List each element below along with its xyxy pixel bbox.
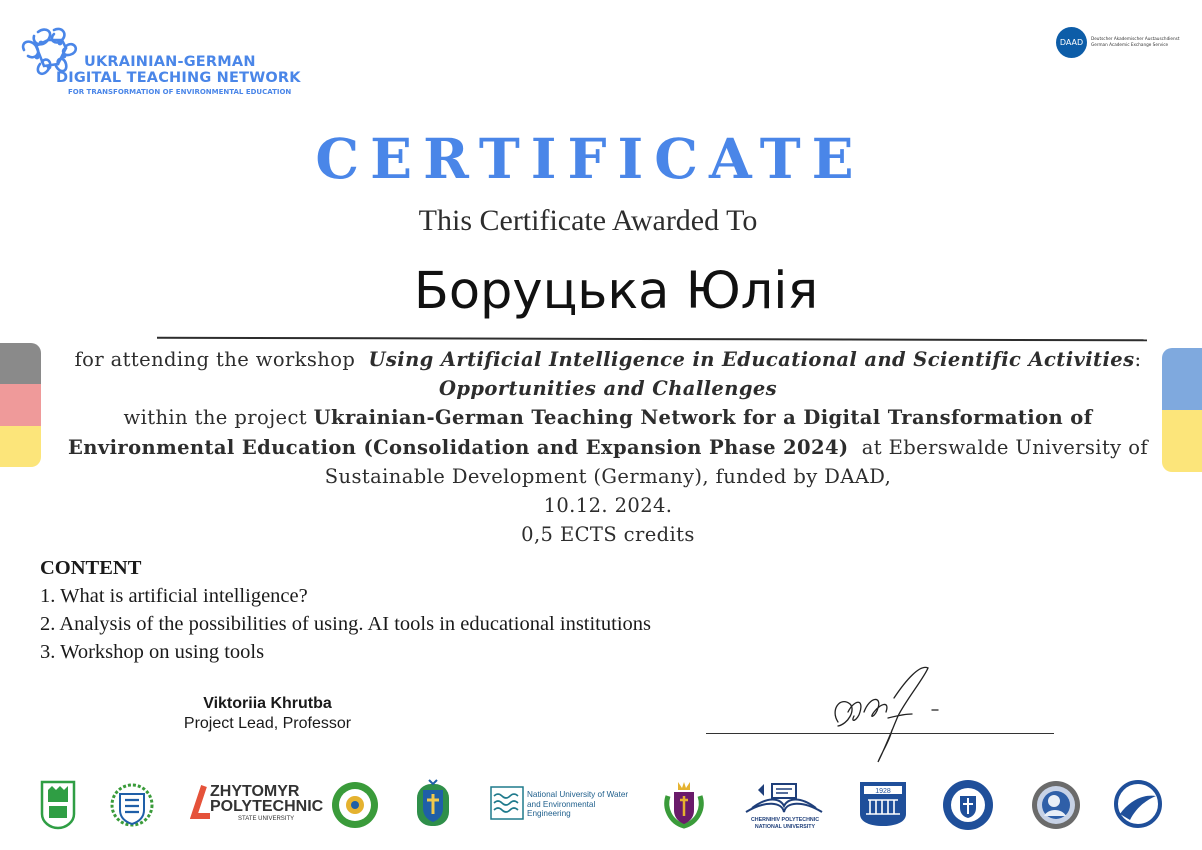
flag-stripe-black <box>0 343 41 384</box>
ntu-building-logo <box>858 780 908 828</box>
zhytomyr-polytechnic: POLYTECHNIC <box>210 798 324 815</box>
workshop-subtitle: Opportunities and Challenges <box>438 377 778 401</box>
workshop-title: Using Artificial Intelligence in Educational and Scientific Activities <box>368 348 1135 371</box>
nuu-emblem-logo <box>108 780 156 830</box>
blue-seal-logo <box>940 778 996 832</box>
nuwee-line3: Engineering <box>527 809 571 818</box>
handwritten-signature <box>820 660 950 770</box>
project-line <box>60 403 1156 432</box>
workshop-date: 10.12. 2024. <box>543 494 673 518</box>
network-name-line2: DIGITAL TEACHING NETWORK <box>56 70 301 86</box>
chernihiv-wordmark <box>748 817 822 830</box>
certificate-body <box>60 345 1156 549</box>
project-line-2 <box>60 433 1156 462</box>
content-section <box>40 554 651 666</box>
flag-stripe-yellow <box>1162 410 1202 472</box>
content-heading: CONTENT <box>40 557 142 579</box>
signature-line <box>706 733 1054 734</box>
flag-stripe-red <box>0 384 41 425</box>
workshop-line <box>60 345 1156 374</box>
workshop-title-colon: : <box>1134 348 1142 371</box>
location-text: at Eberswalde University of <box>861 435 1148 459</box>
green-round-university-logo <box>330 780 380 830</box>
certificate-title: CERTIFICATE <box>315 126 865 191</box>
zhytomyr-l-mark-icon <box>190 784 212 824</box>
attendance-prefix: for attending the workshop <box>74 348 356 371</box>
network-logo <box>20 24 300 100</box>
daad-logo <box>1056 26 1196 60</box>
signatory-block <box>150 694 385 733</box>
chernihiv-book-icon <box>742 780 826 816</box>
crest-university-logo <box>412 778 454 830</box>
recipient-name: Боруцька Юлія <box>413 262 819 321</box>
transport-swoosh-logo <box>1114 780 1162 828</box>
nauu-shield-logo <box>40 780 76 830</box>
medallion-portrait-logo <box>1030 778 1082 832</box>
project-prefix: within the project <box>123 406 308 430</box>
network-tagline: FOR TRANSFORMATION OF ENVIRONMENTAL EDUCATION <box>68 88 292 96</box>
project-name-cont: Environmental Education (Consolidation and Expansion Phase 2024) <box>68 435 849 459</box>
signatory-name: Viktoriia Khrutba <box>203 695 332 712</box>
name-underline <box>157 337 1147 342</box>
content-item: 2. Analysis of the possibilities of using. AI tools in educational institutions <box>40 613 651 635</box>
flag-stripe-blue <box>1162 348 1202 410</box>
ntu-year: 1928 <box>875 788 891 795</box>
nuwee-line1: National University of Water <box>527 790 629 799</box>
signatory-role: Project Lead, Professor <box>183 715 352 732</box>
nuwee-wordmark <box>527 790 628 819</box>
zhytomyr-state-university: STATE UNIVERSITY <box>238 816 295 822</box>
partner-logos <box>0 770 1202 840</box>
project-name: Ukrainian-German Teaching Network for a Digital Transformation of <box>313 406 1093 430</box>
daad-name-de: Deutscher Akademischer Austauschdienst <box>1091 36 1180 41</box>
germany-flag-tab <box>0 343 41 467</box>
network-name-line1: UKRAINIAN-GERMAN <box>84 54 256 70</box>
location-text-cont: Sustainable Development (Germany), funded by DAAD, <box>324 464 892 488</box>
chernihiv-line1: CHERNIHIV POLYTECHNIC <box>750 817 820 823</box>
content-item: 3. Workshop on using tools <box>40 641 265 663</box>
nuwee-line2: and Environmental <box>527 799 596 809</box>
wreath-crest-logo <box>660 778 708 832</box>
ects-credits: 0,5 ECTS credits <box>521 523 695 547</box>
zhytomyr-name: ZHYTOMYR <box>210 783 300 800</box>
awarded-to-label: This Certificate Awarded To <box>418 204 758 237</box>
zhytomyr-wordmark <box>210 784 323 824</box>
daad-badge: DAAD <box>1056 27 1087 58</box>
ukraine-flag-tab <box>1162 348 1202 472</box>
content-item: 1. What is artificial intelligence? <box>40 585 308 607</box>
water-waves-icon <box>490 786 524 820</box>
chernihiv-line2: NATIONAL UNIVERSITY <box>754 823 816 830</box>
daad-name-en: German Academic Exchange Service <box>1091 42 1169 47</box>
flag-stripe-gold <box>0 426 41 467</box>
